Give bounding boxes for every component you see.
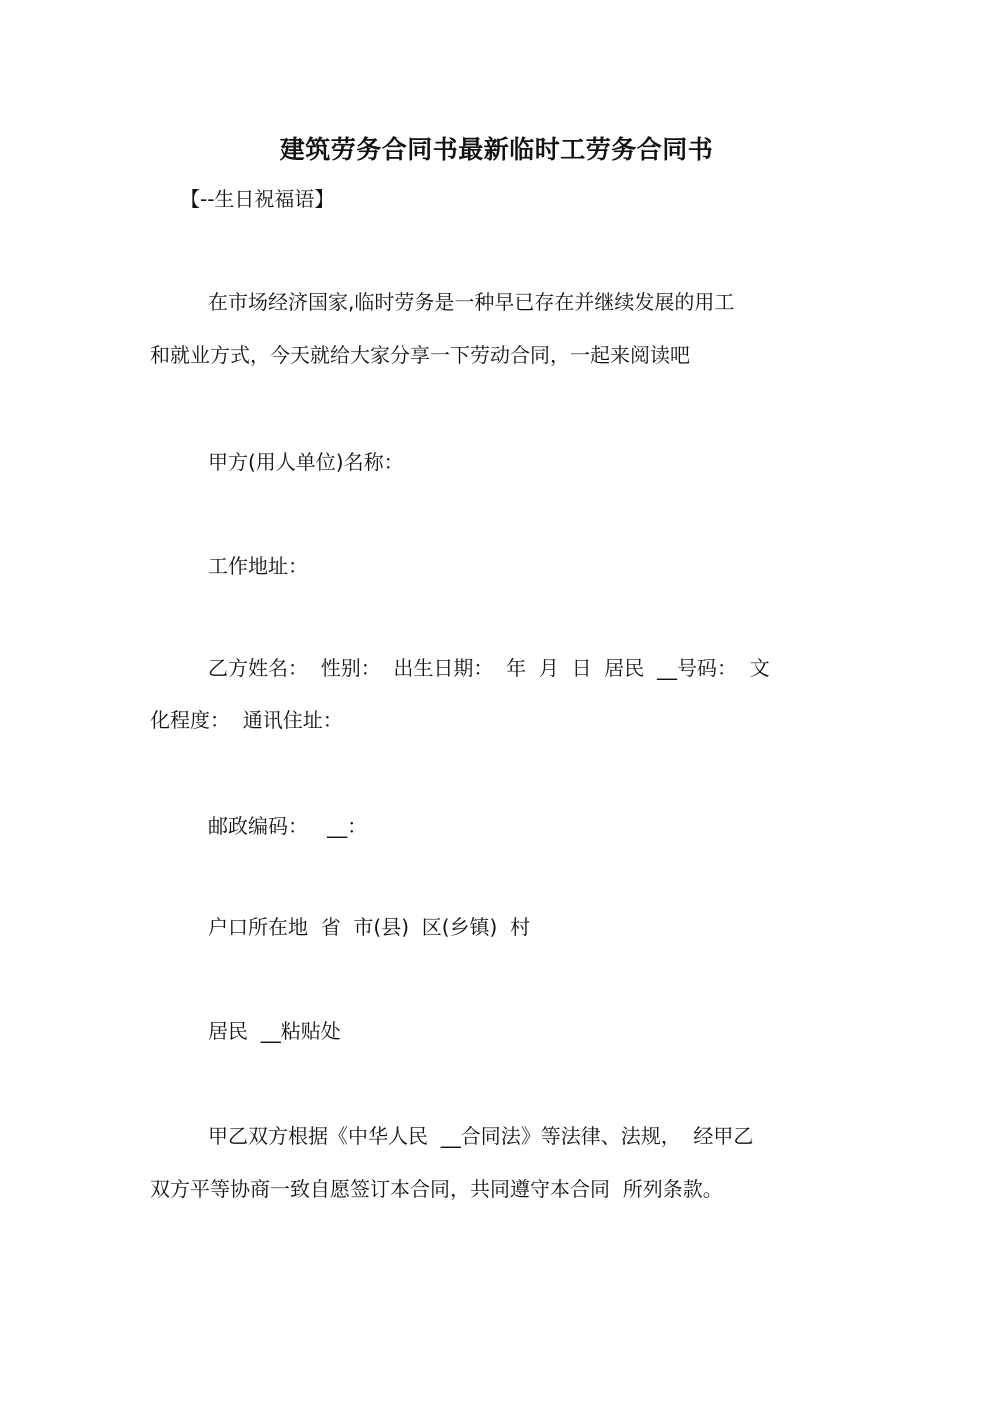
- id-photo-placeholder: 居民 __粘贴处: [208, 1019, 341, 1043]
- party-b-info-line2: 化程度： 通讯住址：: [150, 708, 343, 732]
- party-a-name-field: 甲方(用人单位)名称：: [208, 450, 404, 474]
- paragraph-intro-line2: 和就业方式，今天就给大家分享一下劳动合同，一起来阅读吧: [150, 343, 690, 367]
- agreement-clause-line1: 甲乙双方根据《中华人民 __合同法》等法律、法规， 经甲乙: [208, 1124, 754, 1148]
- category-tag: 【--生日祝福语】: [180, 187, 335, 211]
- work-address-field: 工作地址：: [208, 554, 308, 578]
- postal-code-field: 邮政编码： __：: [208, 814, 368, 838]
- party-b-info-line1: 乙方姓名： 性别： 出生日期： 年 月 日 居民 __号码： 文: [208, 656, 770, 680]
- paragraph-intro-line1: 在市场经济国家,临时劳务是一种早已存在并继续发展的用工: [208, 290, 735, 314]
- household-registration-field: 户口所在地 省 市(县) 区(乡镇) 村: [208, 915, 531, 939]
- agreement-clause-line2: 双方平等协商一致自愿签订本合同，共同遵守本合同 所列条款。: [150, 1177, 723, 1201]
- document-title: 建筑劳务合同书最新临时工劳务合同书: [279, 135, 714, 164]
